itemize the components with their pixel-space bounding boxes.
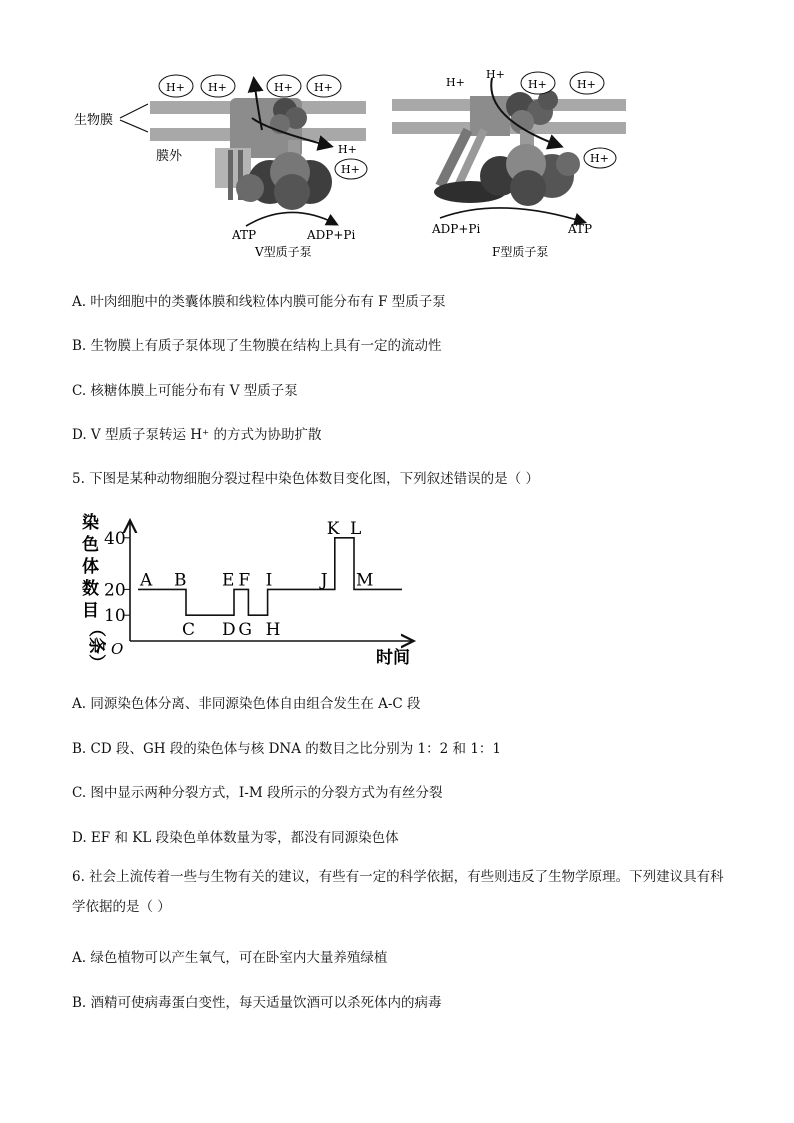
v-type-pump xyxy=(150,80,366,226)
hplus-label: H+ xyxy=(208,81,227,94)
membrane-label: 生物膜 xyxy=(74,113,114,128)
hplus-label: H+ xyxy=(341,163,360,176)
y-tick-label: 20 xyxy=(104,580,126,601)
point-label-c: C xyxy=(182,620,196,641)
hplus-label: H+ xyxy=(590,152,609,165)
point-label-g: G xyxy=(238,620,252,641)
y-tick-label: 10 xyxy=(104,606,126,627)
hplus-label: H+ xyxy=(338,143,357,156)
hplus-label: H+ xyxy=(486,68,505,81)
ylabel-char: 目 xyxy=(82,601,99,621)
hplus-label: H+ xyxy=(446,76,465,89)
hplus-label: H+ xyxy=(274,81,293,94)
q6-option-b: B. 酒精可使病毒蛋白变性，每天适量饮酒可以杀死体内的病毒 xyxy=(72,995,442,1011)
f-pump-caption: F型质子泵 xyxy=(492,245,549,259)
ylabel-char: 体 xyxy=(82,557,99,577)
q5-option-c: C. 图中显示两种分裂方式，I-M 段所示的分裂方式为有丝分裂 xyxy=(72,785,443,801)
q4-option-d: D. V 型质子泵转运 H⁺ 的方式为协助扩散 xyxy=(72,427,322,443)
point-label-k: K xyxy=(326,518,340,539)
q6-stem: 6. 社会上流传着一些与生物有关的建议，有些有一定的科学依据，有些则违反了生物学原理。下列建议具有科学依据的是（ ） xyxy=(72,869,724,915)
point-label-a: A xyxy=(140,570,153,591)
q5-option-d: D. EF 和 KL 段染色单体数量为零，都没有同源染色体 xyxy=(72,830,399,846)
v-atp-label: ATP xyxy=(232,228,257,242)
q5-stem: 5. 下图是某种动物细胞分裂过程中染色体数目变化图，下列叙述错误的是（ ） xyxy=(72,471,539,487)
q4-option-a: A. 叶肉细胞中的类囊体膜和线粒体内膜可能分布有 F 型质子泵 xyxy=(72,294,446,310)
y-tick-label: 40 xyxy=(104,528,126,549)
point-label-d: D xyxy=(222,620,236,641)
point-label-m: M xyxy=(356,570,374,591)
point-label-b: B xyxy=(174,570,187,591)
origin-label: O xyxy=(111,640,124,658)
f-atp-label: ATP xyxy=(568,222,593,236)
hplus-label: H+ xyxy=(528,78,547,91)
outside-label: 膜外 xyxy=(156,149,183,164)
point-label-l: L xyxy=(350,518,362,539)
hplus-label: H+ xyxy=(577,78,596,91)
point-label-f: F xyxy=(238,570,251,591)
chromosome-count-line xyxy=(138,538,402,615)
proton-pump-figure xyxy=(0,0,794,270)
ylabel-char: 数 xyxy=(82,579,99,599)
point-label-e: E xyxy=(222,570,235,591)
point-label-h: H xyxy=(265,620,281,641)
point-label-i: I xyxy=(265,570,273,591)
q5-option-a: A. 同源染色体分离、非同源染色体自由组合发生在 A-C 段 xyxy=(72,696,421,712)
membrane-bracket xyxy=(120,104,148,132)
ylabel-char: 染 xyxy=(82,513,99,533)
q4-option-b: B. 生物膜上有质子泵体现了生物膜在结构上具有一定的流动性 xyxy=(72,338,442,354)
v-adp-pi-label: ADP+Pi xyxy=(307,228,356,242)
hplus-label: H+ xyxy=(166,81,185,94)
hplus-label: H+ xyxy=(314,81,333,94)
q6-option-a: A. 绿色植物可以产生氧气，可在卧室内大量养殖绿植 xyxy=(72,950,388,966)
point-label-j: J xyxy=(320,570,328,591)
x-axis-label: 时间 xyxy=(376,648,410,668)
q4-option-c: C. 核糖体膜上可能分布有 V 型质子泵 xyxy=(72,383,298,399)
f-adp-pi-label: ADP+Pi xyxy=(432,222,481,236)
ylabel-unit: （条） xyxy=(86,620,106,671)
ylabel-char: 色 xyxy=(82,535,99,555)
y-axis-label xyxy=(82,513,107,671)
q5-option-b: B. CD 段、GH 段的染色体与核 DNA 的数目之比分别为 1：2 和 1：1 xyxy=(72,741,501,757)
v-pump-caption: V型质子泵 xyxy=(255,245,312,259)
